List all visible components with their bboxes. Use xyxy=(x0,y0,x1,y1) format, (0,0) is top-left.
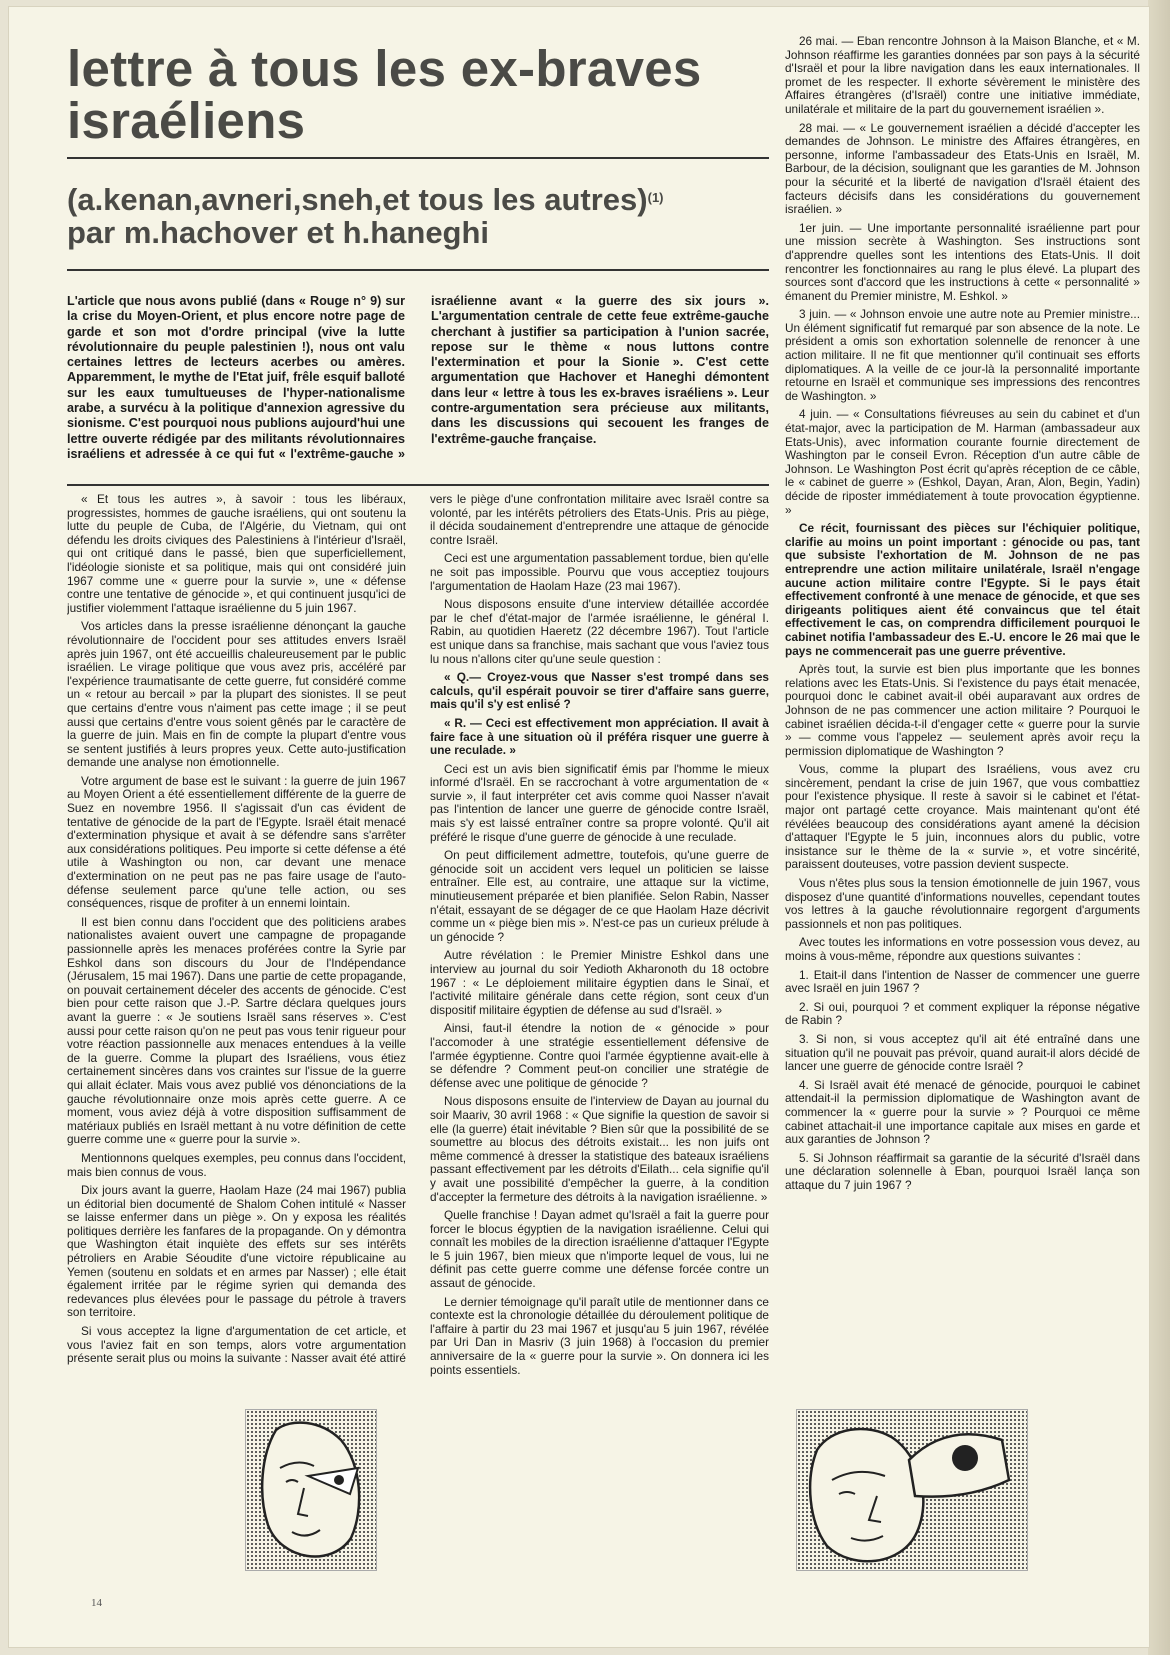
body-paragraph: Il est bien connu dans l'occident que des politiciens arabes nationalistes avaient ouvert une campagne de propagande passionnelle après les menaces proférées contre la Syrie par Eshkol dans son discours du Jour de l'Indépendance (Jérusalem, 15 mai 1967). Dans une partie de cette propagande, on pouvait certainement déceler des accents de génocide. C'est bien pour cette raison que J.-P. Sartre déclara quelques jours avant la guerre : « Je soutiens Israël sans réserves ». C'est aussi pour cette raison qu'on ne peut pas vous tenir rigueur pour votre réaction passionnelle aux menaces entendues à la veille de la guerre. Comme la plupart des Israéliens, vous étiez certainement sincères dans vos craintes sur l'issue de la guerre qui allait éclater. Mais vous avez publié vos dénonciations de la gauche révolutionnaire onze mois après cette guerre. A ce moment, vous aviez déjà à votre disposition suffisamment de matériaux publiés en Israël mettant à nu votre définition de cette guerre comme une « guerre pour la survie ». xyxy=(67,914,406,1147)
body-paragraph-quote: « R. — Ceci est effectivement mon appréciation. Il avait à faire face à une situation où il préféra risquer une guerre à une reculade. » xyxy=(430,715,769,758)
illustration-right-face xyxy=(796,1409,1028,1571)
chronology-entry: 26 mai. — Eban rencontre Johnson à la Maison Blanche, et « M. Johnson réaffirme les garanties données par son pays à la sécurité d'Israël et pour la libre navigation dans les eaux internationales. Il promet de les respecter. Il exhorte sévèrement le ministère des Affaires étrangères (d'Israël) contre une initiative immédiate, unilatérale et militaire de la part du gouvernement israélien ». xyxy=(785,35,1140,116)
newspaper-page xyxy=(8,6,1150,1648)
body-paragraph: Nous disposons ensuite de l'interview de Dayan au journal du soir Maariv, 30 avril 1968 : « Que signifie la question de savoir si elle (la guerre) était inévitable ? Bien sûr que la possibilité de se soumettre au blocus des détroits existait... les non juifs ont même commencé à dresser la statistique des bateaux israéliens passant effectivement par les détroits d'Eilath... cela signifie qu'il y avait une possibilité d'empêcher la guerre, à la condition d'accepter la fermeture des détroits à la navigation israélienne. » xyxy=(430,1094,769,1204)
question-item: 1. Etait-il dans l'intention de Nasser de commencer une guerre avec Israël en juin 1967 ? xyxy=(785,967,1140,996)
intro-divider xyxy=(67,484,769,486)
page-spine-shadow xyxy=(1148,0,1170,1655)
article-intro xyxy=(67,294,769,479)
article-body xyxy=(67,493,769,1413)
body-paragraph: On peut difficilement admettre, toutefois, qu'une guerre de génocide soit un accident vers lequel un politicien se laisse entraîner. Elle est, au contraire, une attaque sur la victime, minutieusement préparée et bien planifiée. Selon Rabin, Nasser n'était, essayant de se dégager de ce que Haolam Haze décrivit comme un « piège bien mis ». N'est-ce pas un curieux prélude à un génocide ? xyxy=(430,848,769,944)
face-drawing-left xyxy=(246,1410,376,1570)
body-paragraph: Mentionnons quelques exemples, peu connus dans l'occident, mais bien connus de vous. xyxy=(67,1150,406,1179)
body-paragraph: Quelle franchise ! Dayan admet qu'Israël a fait la guerre pour forcer le blocus égyptien de la navigation israélienne. Celui qui connaît les mobiles de la direction israélienne d'attaquer l'Egypte le 5 juin 1967, bien mieux que n'importe lequel de vous, lui ne définit pas cette guerre comme une défense forcée contre un assaut de génocide. xyxy=(430,1208,769,1291)
subtitle-divider xyxy=(67,269,769,271)
chronology-entry: 3 juin. — « Johnson envoie une autre note au Premier ministre... Un élément significatif fut remarqué par son absence de la note. Le président a omis son exhortation solennelle de renoncer à une action militaire. Il ne fit que mentionner qu'il continuait ses efforts diplomatiques. A la veille de ce jour-là la personnalité importante retourne en Israël et communique ses impressions des rencontres de Washington. » xyxy=(785,307,1140,403)
body-paragraph: Vos articles dans la presse israélienne dénonçant la gauche révolutionnaire de l'occident pour ses attitudes envers Israël après juin 1967, ont été accueillis chaleureusement par le public israélien. Le virage politique que vous avez pris, accéléré par l'expérience traumatisante de cette guerre, fut considéré comme un « retour au bercail » par la plupart des sionistes. Il se peut que certains d'entre vous n'aiment pas cette image ; il se peut aussi que certains d'entre vous soient gênés par le caractère de la guerre de juin. Mais en fin de compte la plupart d'entre vous se sentent justifiés à leurs propres yeux. Cette auto-justification demande une analyse non émotionnelle. xyxy=(67,619,406,770)
body-paragraph: Ceci est un avis bien significatif émis par l'homme le mieux informé d'Israël. En se raccrochant à votre argumentation de « survie », il faut interpréter cet avis comme quoi Nasser n'avait pas l'intention de lancer une guerre de génocide contre Israël, mais s'y est laissé entraîner contre sa propre volonté. Qu'il ait préféré le risque d'une guerre de génocide à une reculade. xyxy=(430,761,769,844)
page-number: 14 xyxy=(91,1597,102,1609)
body-paragraph: Ceci est une argumentation passablement tordue, bien qu'elle ne soit pas impossible. Pourvu que vous acceptiez toujours l'argumentation de Haolam Haze (23 mai 1967). xyxy=(430,551,769,593)
body-paragraph: Ainsi, faut-il étendre la notion de « génocide » pour l'accomoder à une stratégie essentiellement défensive de l'armée égyptienne. Contre quoi l'armée égyptienne avait-elle à se défendre ? Comment peut-on concilier une stratégie de défense avec une politique de génocide ? xyxy=(430,1021,769,1090)
body-paragraph: Le dernier témoignage qu'il paraît utile de mentionner dans ce contexte est la chronologie détaillée du déroulement politique de l'affaire à partir du 23 mai 1967 et jusqu'au 5 juin 1967, révélée par Uri Dan in Masriv (3 juin 1968) à l'occasion du premier anniversaire de la « guerre pour la survie ». On donnera ici les points essentiels. xyxy=(430,1294,769,1377)
body-paragraph: Votre argument de base est le suivant : la guerre de juin 1967 au Moyen Orient a été essentiellement différente de la guerre de Suez en novembre 1956. Il s'agissait d'un cas évident de tentative de génocide de la part de l'Egypte. Israël était menacé d'extermination physique et avait à se défendre sans s'arrêter aux considérations politiques. Peu importe si cette défense a été utile à Washington ou non, car devant une menace d'extermination on ne peut pas ne pas faire usage de l'auto-défense seulement parce qu'une telle action, ou ses conséquences, risque de profiter à un ennemi lointain. xyxy=(67,773,406,911)
subtitle-footnote-mark: (1) xyxy=(647,190,664,205)
body-paragraph: Ce récit, fournissant des pièces sur l'échiquier politique, clarifie au moins un point important : génocide ou pas, tant que subsiste l'exhortation de M. Johnson de ne pas entreprendre une action militaire unilatérale, Israël n'engage aucune action militaire contre l'Egypte. Si le pays était effectivement confronté à une menace de génocide, et que ses dirigeants politiques aient été convaincus que tel était effectivement le cas, on comprendra difficilement pourquoi le cabinet notifia l'ambassadeur des E.-U. encore le 26 mai que le pays ne commencerait pas une guerre préventive. xyxy=(785,521,1140,658)
chronology-entry: 28 mai. — « Le gouvernement israélien a décidé d'accepter les demandes de Johnson. Le ministre des Affaires étrangères, en personne, informe l'ambassadeur des Etats-Unis en Israël, M. Barbour, de la décision, soulignant que les garanties de M. Johnson pour la sécurité et la liberté de navigation d'Israël étaient des facteurs décisifs dans les considérations du gouvernement israélien. » xyxy=(785,120,1140,217)
body-paragraph-quote: « Q.— Croyez-vous que Nasser s'est trompé dans ses calculs, qu'il espérait pouvoir se tirer d'affaire sans guerre, mais qu'il s'y est enlisé ? xyxy=(430,670,769,712)
question-item: 5. Si Johnson réaffirmait sa garantie de la sécurité d'Israël dans une déclaration solennelle à Eban, pourquoi Israël lança son attaque du 7 juin 1967 ? xyxy=(785,1150,1140,1192)
title-divider xyxy=(67,157,769,159)
body-paragraph: Vous n'êtes plus sous la tension émotionnelle de juin 1967, vous disposez d'une quantité d'informations nouvelles, cependant toutes vos lettres à la gauche révolutionnaire regorgent d'arguments passionnels et non pas politiques. xyxy=(785,876,1140,931)
question-item: 2. Si oui, pourquoi ? et comment expliquer la réponse négative de Rabin ? xyxy=(785,999,1140,1028)
question-item: 3. Si non, si vous acceptez qu'il ait été entraîné dans une situation qu'il ne pouvait pas prévoir, quand aurait-il alors décidé de lancer une guerre de génocide contre Israël ? xyxy=(785,1031,1140,1074)
chronology-entry: 4 juin. — « Consultations fiévreuses au sein du cabinet et d'un état-major, avec la participation de M. Harman (ambassadeur aux Etats-Unis), avec information courante fournie directement de Washington par le conseil Evron. Réception d'un autre câble de Johnson. Le Washington Post écrit qu'après réception de ce câble, le « cabinet de guerre » (Eshkol, Dayan, Aran, Alon, Begin, Yadin) décide de riposter immédiatement à toute provocation égyptienne. » xyxy=(785,407,1140,517)
body-paragraph: « Et tous les autres », à savoir : tous les libéraux, progressistes, hommes de gauche israéliens, qui ont soutenu la lutte du peuple de Cuba, de l'Algérie, du Vietnam, qui ont défendu les droits civiques des Palestiniens à l'intérieur d'Israël, qui ont critiqué dans le passé, bien que superficiellement, l'idéologie sioniste et sa politique, mais qui ont considéré juin 1967 comme une « guerre pour la survie », une « défense contre une tentative de génocide », et qui continuent jusqu'ici de justifier violemment l'attaque israélienne du 5 juin 1967. xyxy=(67,493,406,615)
article-subtitle xyxy=(67,183,769,249)
intro-text: L'article que nous avons publié (dans « Rouge n° 9) sur la crise du Moyen-Orient, et plus encore notre page de garde et son mot d'ordre principal (vive la lutte révolutionnaire du peuple palestinien !), nous ont valu certaines lettres de lecteurs acerbes ou amères. Apparemment, le mythe de l'Etat juif, frêle esquif balloté sur les eaux tumultueuses de l'hyper-nationalisme arabe, a survécu à la politique d'annexion agressive du sionisme. C'est pourquoi nous publions aujourd'hui une lettre ouverte rédigée par des militants révolutionnaires israéliens et adressée à ce qui fut « l'extrême-gauche » israélienne avant « la guerre des six jours ». L'argumentation centrale de cette feue extrême-gauche cherchant à justifier sa participation à l'union sacrée, repose sur le thème « nous luttons contre l'extermination et pour la Sionie ». C'est cette argumentation que Hachover et Haneghi démontent dans leur « lettre à tous les ex-braves israéliens ». Leur contre-argumentation sera précieuse aux militants, dans les discussions qui secouent les franges de l'extrême-gauche française. xyxy=(67,294,769,461)
body-paragraph: Avec toutes les informations en votre possession vous devez, au moins à vous-même, répondre aux questions suivantes : xyxy=(785,935,1140,963)
body-paragraph: Vous, comme la plupart des Israéliens, vous avez cru sincèrement, pendant la crise de juin 1967, que vous combattiez pour l'existence physique. Il reste à savoir si le cabinet et l'état-major ont partagé cette croyance. Mais maintenant qu'ont été révélées beaucoup des considérations ayant amené la décision d'attaquer l'Egypte le 5 juin, inconnues alors du public, votre insistance sur le thème de la « survie », et votre sincérité, paraissent douteuses, votre passion devient suspecte. xyxy=(785,762,1140,872)
subtitle-line-1: (a.kenan,avneri,sneh,et tous les autres) xyxy=(67,182,648,217)
question-item: 4. Si Israël avait été menacé de génocide, pourquoi le cabinet attendait-il la permission diplomatique de Washington avant de commencer la « guerre pour la survie » ? Pourquoi ce même cabinet attachait-il une importance capitale aux mises en garde et aux garanties de Johnson ? xyxy=(785,1077,1140,1147)
right-column xyxy=(785,35,1140,1395)
body-paragraph: Après tout, la survie est bien plus importante que les bonnes relations avec les Etats-Unis. Si l'existence du pays était menacée, pourquoi donc le cabinet avait-il obéi auparavant aux ordres de Johnson de ne pas commencer une action militaire ? Pourquoi le cabinet israélien décida-t-il d'engager cette « guerre pour la survie » — comme vous l'appelez — seulement après avoir reçu la permission diplomatique de Washington ? xyxy=(785,662,1140,758)
illustration-left-face xyxy=(245,1409,377,1571)
body-paragraph: Dix jours avant la guerre, Haolam Haze (24 mai 1967) publia un éditorial bien documenté de Shalom Cohen intitulé « Nasser se laisse enfermer dans un piège ». On y exposa les réalités politiques derrière les fanfares de la propagande. On y démontra que Washington était inquiète des effets sur ses intérêts pétroliers en Arabie Séoudite d'une victoire républicaine au Yemen (soutenu en soldats et en armes par Nasser) ; elle était également irritée par le régime syrien qui demanda des redevances plus élevées pour le passage du pétrole à travers son territoire. xyxy=(67,1183,406,1320)
face-drawing-right xyxy=(797,1410,1027,1570)
article-title: lettre à tous les ex-braves israéliens xyxy=(67,40,702,149)
body-paragraph: Si vous acceptez la ligne d'argumentation de cet article, et vous l'aviez fait en son temps, alors votre argumentation présente serait plus ou moins la suivante : Nasser avait été attiré vers le piège d'une confrontation militaire avec Israël contre sa volonté, par les intérêts pétroliers des Etats-Unis. Pris au piège, il décida soudainement d'entreprendre une attaque de génocide contre Israël. xyxy=(67,493,769,1366)
body-paragraph: Autre révélation : le Premier Ministre Eshkol dans une interview au journal du soir Yedioth Akharonoth du 18 octobre 1967 : « Le déploiement militaire égyptien dans le Sinaï, et l'activité militaire générale dans cette région, sont ceux d'un dispositif militaire égyptien de défense au sud d'Israël. » xyxy=(430,948,769,1017)
body-paragraph: Nous disposons ensuite d'une interview détaillée accordée par le chef d'état-major de l'armée israélienne, le général I. Rabin, au quotidien Haeretz (22 décembre 1967). Tout l'article est unique dans sa franchise, mais sachant que vous l'aviez tous lu nous n'allons citer qu'une seule question : xyxy=(430,597,769,666)
chronology-entry: 1er juin. — Une importante personnalité israélienne part pour une mission secrète à Washington. Ses instructions sont d'apprendre quelles sont les intentions des Etats-Unis. Il doit rencontrer les fonctionnaires au rang le plus élevé. La plupart des sources sont d'accord que les instructions à cette « personnalité » émanent du Premier ministre, M. Eshkol. » xyxy=(785,220,1140,303)
subtitle-line-2: par m.hachover et h.haneghi xyxy=(67,215,490,250)
